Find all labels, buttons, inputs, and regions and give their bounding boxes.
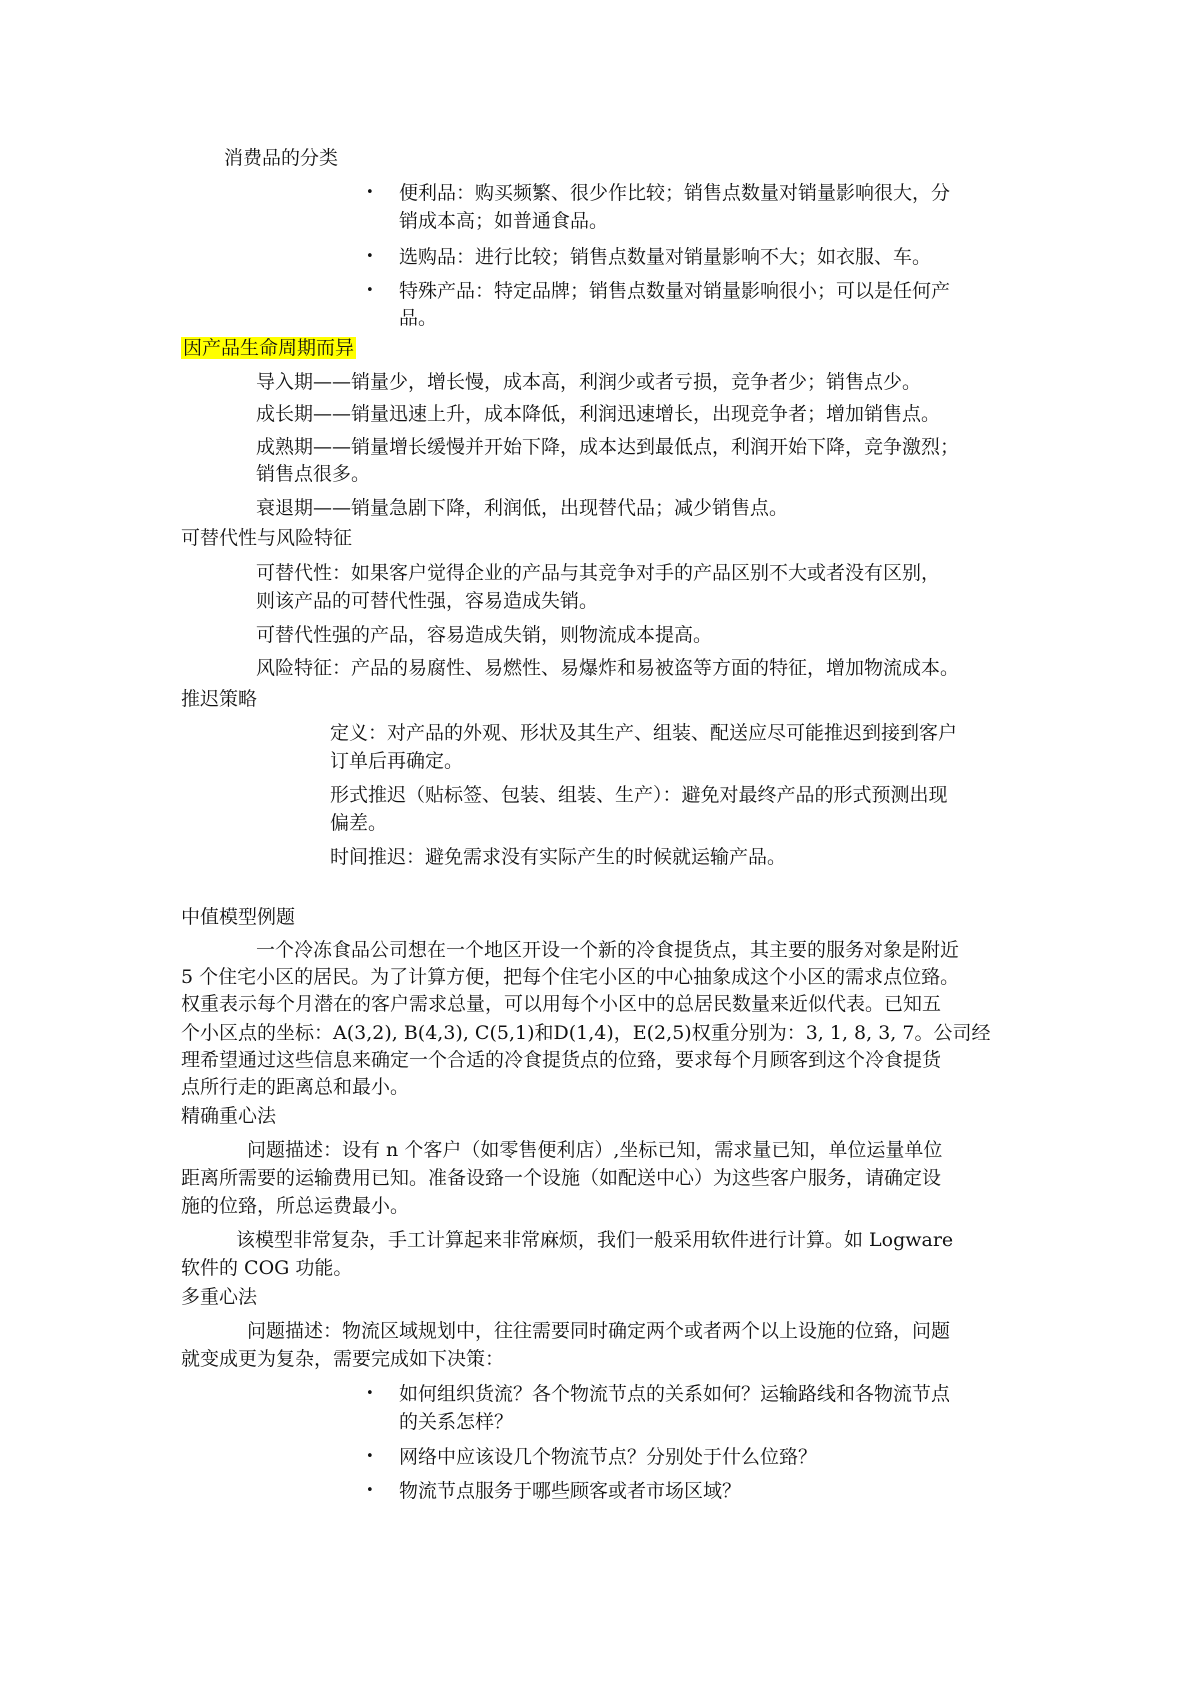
paragraph-line: 就变成更为复杂，需要完成如下决策： [181,1348,505,1370]
paragraph-line: 则该产品的可替代性强，容易造成失销。 [256,590,599,612]
section-heading-consumer-goods: 消费品的分类 [224,147,339,169]
paragraph-line: 偏差。 [330,812,388,834]
paragraph-line: 个小区点的坐标：A(3,2), B(4,3), C(5,1)和D(1,4)，E(2,5)权重分别为：3, 1, 8, 3, 7。公司经 [181,1022,991,1044]
paragraph-line: 问题描述：物流区域规划中，往往需要同时确定两个或者两个以上设施的位臵，问题 [247,1320,951,1342]
paragraph-line: 成长期——销量迅速上升，成本降低，利润迅速增长，出现竞争者；增加销售点。 [256,403,941,425]
paragraph-line: 一个冷冻食品公司想在一个地区开设一个新的冷食提货点，其主要的服务对象是附近 [256,939,960,961]
paragraph-line: 问题描述：设有 n 个客户（如零售便利店）,坐标已知，需求量已知，单位运量单位 [247,1139,943,1161]
paragraph-line: 成熟期——销量增长缓慢并开始下降，成本达到最低点，利润开始下降，竞争激烈； [256,436,960,458]
paragraph-line: 可替代性：如果客户觉得企业的产品与其竞争对手的产品区别不大或者没有区别， [256,562,941,584]
paragraph-line: 销售点很多。 [256,463,371,485]
paragraph-line: 该模型非常复杂，手工计算起来非常麻烦，我们一般采用软件进行计算。如 Logware [236,1229,954,1251]
list-item-line: 便利品：购买频繁、很少作比较；销售点数量对销量影响很大，分 [399,182,951,204]
list-item-line: 的关系怎样？ [399,1411,514,1433]
paragraph-line: 距离所需要的运输费用已知。准备设臵一个设施（如配送中心）为这些客户服务，请确定设 [181,1167,942,1189]
section-heading-lifecycle: 因产品生命周期而异 [183,337,355,359]
paragraph-line: 风险特征：产品的易腐性、易燃性、易爆炸和易被盗等方面的特征，增加物流成本。 [256,657,960,679]
bullet-marker: • [366,283,374,298]
section-heading-multi-cog: 多重心法 [181,1286,258,1308]
paragraph-line: 5 个住宅小区的居民。为了计算方便，把每个住宅小区的中心抽象成这个小区的需求点位臵。 [181,966,960,988]
paragraph-line: 导入期——销量少，增长慢，成本高，利润少或者亏损，竞争者少；销售点少。 [256,371,922,393]
section-heading-exact-cog: 精确重心法 [181,1105,277,1127]
section-heading-median-model: 中值模型例题 [181,906,296,928]
list-item-line: 物流节点服务于哪些顾客或者市场区域？ [399,1480,742,1502]
section-heading-substitutability: 可替代性与风险特征 [181,527,353,549]
section-heading-postponement: 推迟策略 [181,688,258,710]
bullet-marker: • [366,1449,374,1464]
bullet-marker: • [366,249,374,264]
list-item-line: 选购品：进行比较；销售点数量对销量影响不大；如衣服、车。 [399,246,932,268]
bullet-marker: • [366,1483,374,1498]
list-item-line: 如何组织货流？各个物流节点的关系如何？运输路线和各物流节点 [399,1383,951,1405]
paragraph-line: 时间推迟：避免需求没有实际产生的时候就运输产品。 [330,846,787,868]
paragraph-line: 形式推迟（贴标签、包装、组装、生产）：避免对最终产品的形式预测出现 [330,784,948,806]
section-heading-lifecycle-wrap [181,335,356,361]
list-item-line: 销成本高；如普通食品。 [399,210,609,232]
paragraph-line: 点所行走的距离总和最小。 [181,1076,410,1098]
paragraph-line: 衰退期——销量急剧下降，利润低，出现替代品；减少销售点。 [256,497,789,519]
paragraph-line: 定义：对产品的外观、形状及其生产、组装、配送应尽可能推迟到接到客户 [330,722,958,744]
list-item-line: 特殊产品：特定品牌；销售点数量对销量影响很小；可以是任何产 [399,280,951,302]
paragraph-line: 软件的 COG 功能。 [181,1257,353,1279]
paragraph-line: 施的位臵，所总运费最小。 [181,1195,410,1217]
paragraph-line: 理希望通过这些信息来确定一个合适的冷食提货点的位臵，要求每个月顾客到这个冷食提货 [181,1049,942,1071]
list-item-line: 网络中应该设几个物流节点？分别处于什么位臵？ [399,1446,818,1468]
paragraph-line: 可替代性强的产品，容易造成失销，则物流成本提高。 [256,624,713,646]
bullet-marker: • [366,185,374,200]
list-item-line: 品。 [399,307,438,329]
paragraph-line: 订单后再确定。 [330,750,464,772]
bullet-marker: • [366,1386,374,1401]
paragraph-line: 权重表示每个月潜在的客户需求总量，可以用每个小区中的总居民数量来近似代表。已知五 [181,993,942,1015]
